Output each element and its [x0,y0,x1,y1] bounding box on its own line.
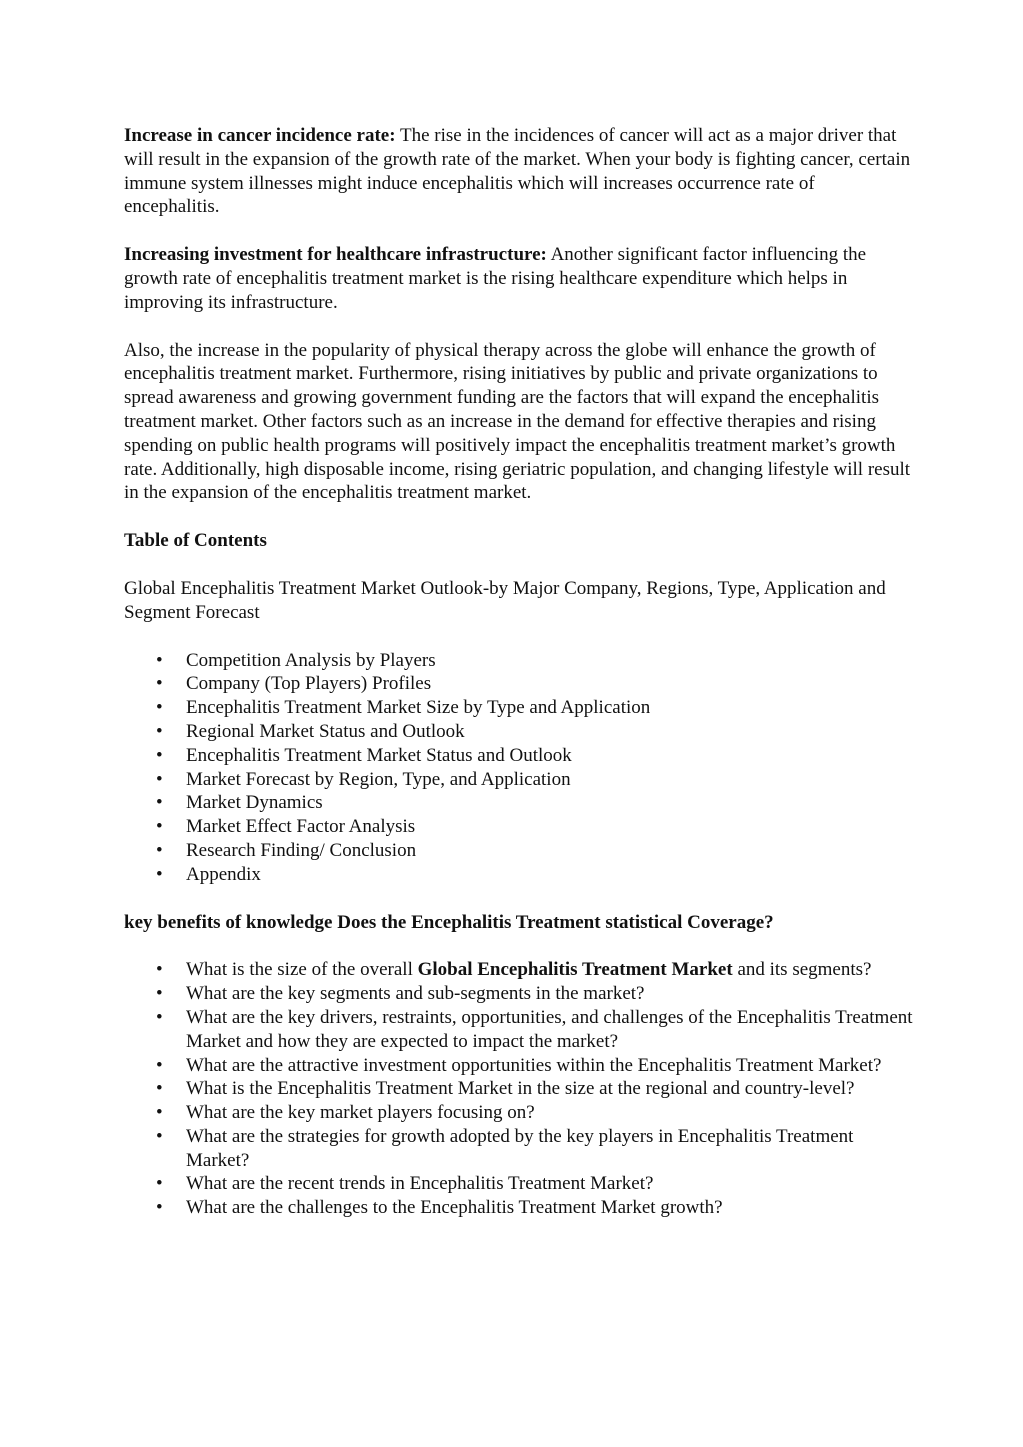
list-item-text-post: and its segments? [732,959,872,981]
list-item-text: What are the strategies for growth adopted by the key players in Encephalitis Treatment Market? [186,1125,854,1171]
document-page [124,124,914,1244]
bullet-icon: • [156,768,163,790]
bullet-icon: • [156,1173,163,1195]
bullet-icon: • [156,792,163,814]
bullet-icon: • [156,1078,163,1100]
list-item [124,768,914,792]
list-item [124,839,914,863]
toc-intro: Global Encephalitis Treatment Market Outlook-by Major Company, Regions, Type, Application and Segment Forecast [124,577,886,623]
paragraph-also: Also, the increase in the popularity of physical therapy across the globe will enhance the growth of encephalitis treatment market. Furthermore, rising initiatives by public and private organizations to spread awareness and growing government funding are the factors that will expand the encephalitis treatment market. Other factors such as an increase in the demand for effective therapies and rising spending on public health programs will positively impact the encephalitis treatment market’s growth rate. Additionally, high disposable income, rising geriatric population, and changing lifestyle will result in the expansion of the encephalitis treatment market. [124,339,911,504]
list-item [124,1006,914,1054]
paragraph-healthcare-investment [124,243,914,314]
list-item-text: What are the recent trends in Encephalitis Treatment Market? [186,1173,654,1195]
bullet-icon: • [156,1102,163,1124]
bullet-icon: • [156,1125,163,1147]
bullet-icon: • [156,1054,163,1076]
bullet-icon: • [156,1006,163,1028]
benefits-heading: key benefits of knowledge Does the Encephalitis Treatment statistical Coverage? [124,911,774,933]
list-item [124,720,914,744]
list-item-text: Encephalitis Treatment Market Status and Outlook [186,744,572,766]
paragraph-text: The rise in the incidences of cancer will act as a major driver that will result in the expansion of the growth rate of the market. When your body is fighting cancer, certain immune system illnesses might induce encephalitis which will increases occurrence rate of encephalitis. [124,125,911,218]
list-item-text-pre: What is the size of the overall [186,959,418,981]
bullet-icon: • [156,649,163,671]
list-item [124,1077,914,1101]
list-item [124,744,914,768]
list-item-text: Company (Top Players) Profiles [186,673,432,695]
list-item-text: What are the challenges to the Encephalitis Treatment Market growth? [186,1197,723,1219]
list-item [124,672,914,696]
list-item [124,815,914,839]
toc-list [124,649,914,887]
bullet-icon: • [156,673,163,695]
list-item-text: What is the Encephalitis Treatment Market in the size at the regional and country-level? [186,1078,855,1100]
list-item [124,696,914,720]
list-item [124,791,914,815]
list-item-text: Regional Market Status and Outlook [186,720,465,742]
list-item-text: What are the attractive investment opportunities within the Encephalitis Treatment Market? [186,1054,882,1076]
list-item [124,1101,914,1125]
list-item-text: Appendix [186,863,261,885]
list-item-text: What are the key market players focusing on? [186,1102,535,1124]
bullet-icon: • [156,863,163,885]
bullet-icon: • [156,697,163,719]
list-item-text: Market Forecast by Region, Type, and Application [186,768,571,790]
list-item [124,982,914,1006]
bullet-icon: • [156,744,163,766]
list-item-text: What are the key drivers, restraints, opportunities, and challenges of the Encephalitis Treatment Market and how they are expected to impact the market? [186,1006,913,1052]
list-item-text: What are the key segments and sub-segments in the market? [186,983,645,1005]
paragraph-lead: Increasing investment for healthcare infrastructure: [124,244,547,266]
list-item [124,958,914,982]
bullet-icon: • [156,720,163,742]
list-item-text: Encephalitis Treatment Market Size by Type and Application [186,697,651,719]
list-item [124,863,914,887]
list-item-text: Research Finding/ Conclusion [186,839,417,861]
list-item [124,1196,914,1220]
list-item [124,649,914,673]
list-item [124,1172,914,1196]
list-item-text: Market Dynamics [186,792,323,814]
paragraph-lead: Increase in cancer incidence rate: [124,125,396,146]
bullet-icon: • [156,1197,163,1219]
list-item-text-bold: Global Encephalitis Treatment Market [417,959,733,981]
bullet-icon: • [156,816,163,838]
paragraph-cancer-incidence [124,124,914,219]
list-item-text: Market Effect Factor Analysis [186,816,416,838]
list-item [124,1125,914,1173]
list-item-text: Competition Analysis by Players [186,649,436,671]
list-item [124,1054,914,1078]
toc-heading: Table of Contents [124,530,267,552]
bullet-icon: • [156,959,163,981]
paragraph-text: Another significant factor influencing the growth rate of encephalitis treatment market is the rising healthcare expenditure which helps in improving its infrastructure. [124,244,867,313]
bullet-icon: • [156,839,163,861]
bullet-icon: • [156,983,163,1005]
benefits-list [124,958,914,1220]
